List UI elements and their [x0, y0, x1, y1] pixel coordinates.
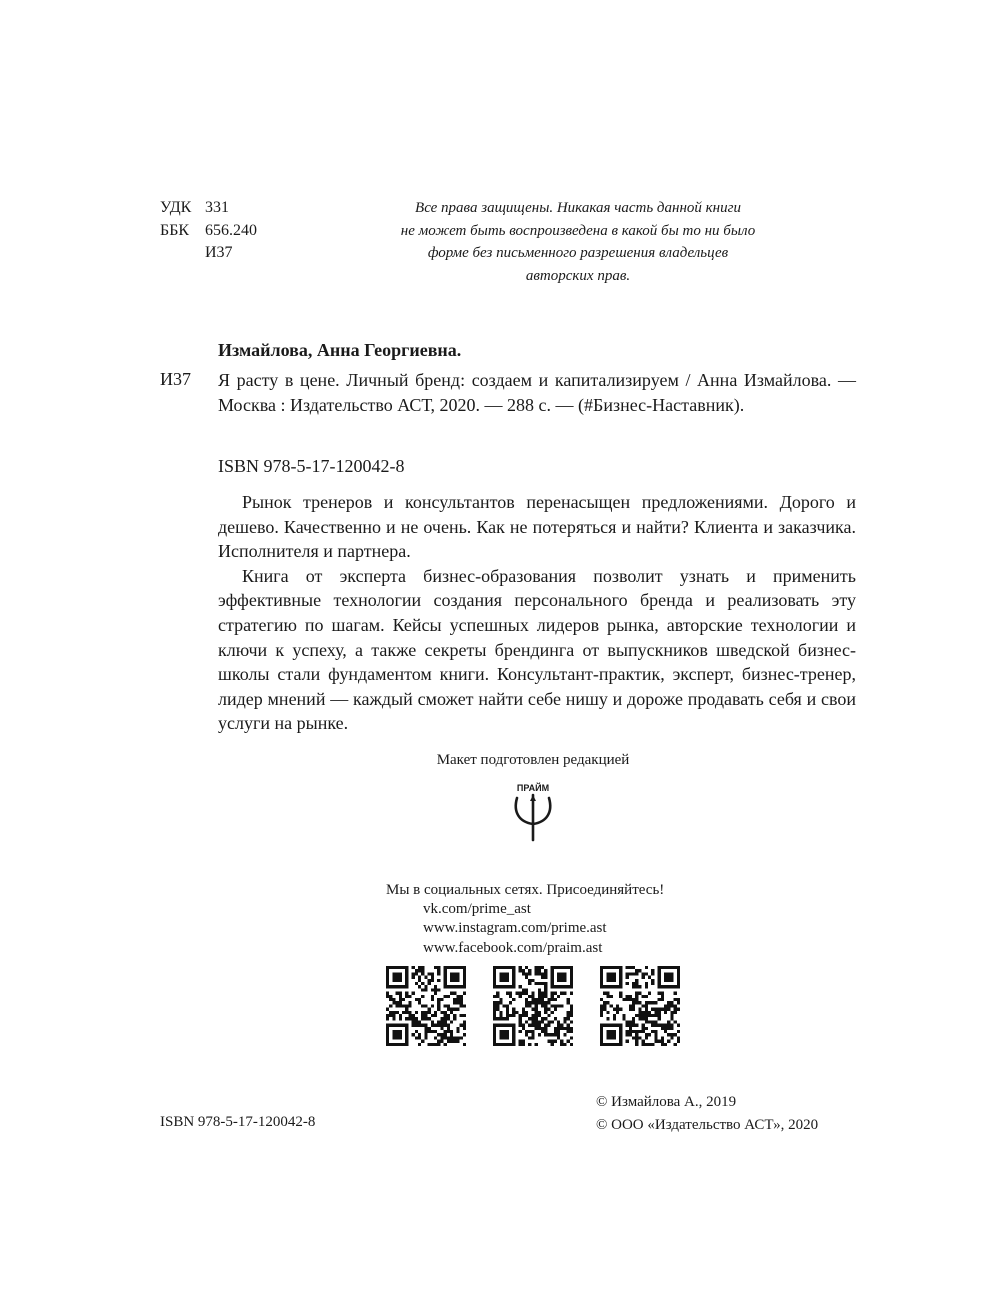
logo-text: ПРАЙМ [516, 783, 550, 793]
rights-line: авторских прав. [525, 267, 631, 284]
udk-value: 331 [205, 199, 229, 216]
prepared-by: Макет подготовлен редакцией [436, 752, 630, 768]
annotation-paragraph: Рынок тренеров и консультантов перенасыщен предложениями. Дорого и дешево. Качественно и не очень. Как не потеряться и найти? Клиента и заказчика. Исполнителя и партнера. [218, 492, 856, 562]
author-sign-value: И37 [205, 244, 233, 261]
classification-codes [160, 197, 257, 265]
copyright-block [596, 1091, 818, 1137]
author-sign-row [160, 242, 257, 265]
bbk-row [160, 220, 257, 243]
social-link-instagram[interactable]: www.instagram.com/prime.ast [423, 920, 607, 937]
rights-line: не может быть воспроизведена в какой бы то ни было [400, 222, 756, 239]
copyright-line: © Измайлова А., 2019 [596, 1094, 737, 1110]
udk-row [160, 197, 257, 220]
psi-icon [503, 782, 563, 842]
footer-isbn: ISBN 978-5-17-120042-8 [160, 1114, 316, 1130]
qr-code-icon[interactable] [493, 966, 573, 1046]
catalog-author: Измайлова, Анна Георгиевна. [218, 340, 462, 360]
book-annotation [218, 490, 856, 736]
copyright-line: © ООО «Издательство АСТ», 2020 [596, 1117, 819, 1133]
catalog-entry: Я расту в цене. Личный бренд: создаем и капитализируем / Анна Измайлова. — Москва : Издательство АСТ, 2020. — 288 с. — (#Бизнес-Наставник). [218, 370, 856, 415]
bbk-label: ББК [160, 221, 190, 239]
catalog-isbn: ISBN 978-5-17-120042-8 [218, 456, 405, 476]
qr-code-icon[interactable] [386, 966, 466, 1046]
rights-line: Все права защищены. Никакая часть данной книги [415, 200, 741, 216]
social-link-vk[interactable]: vk.com/prime_ast [423, 901, 531, 918]
author-sign-label [160, 242, 205, 265]
annotation-paragraph: Книга от эксперта бизнес-образования позволит узнать и применить эффективные технологии создания персонального бренда и реализовать эту стратегию по шагам. Кейсы успешных лидеров рынка, авторские технологии и ключи к успеху, а также секреты брендинга от выпускников шведской бизнес-школы стали фундаментом книги. Консультант-практик, эксперт, бизнес-тренер, лидер мнений — каждый сможет найти себе нишу и дороже продавать себя и свои услуги на рынке. [218, 565, 856, 734]
rights-line: форме без письменного разрешения владельцев [427, 245, 729, 262]
catalog-code: И37 [160, 369, 191, 389]
rights-notice [368, 197, 788, 287]
qr-code-icon[interactable] [600, 966, 680, 1046]
social-block [386, 881, 664, 958]
bbk-value: 656.240 [205, 221, 257, 239]
social-link-facebook[interactable]: www.facebook.com/praim.ast [423, 939, 603, 956]
social-heading: Мы в социальных сетях. Присоединяйтесь! [386, 882, 665, 898]
udk-label: УДК [160, 199, 192, 216]
